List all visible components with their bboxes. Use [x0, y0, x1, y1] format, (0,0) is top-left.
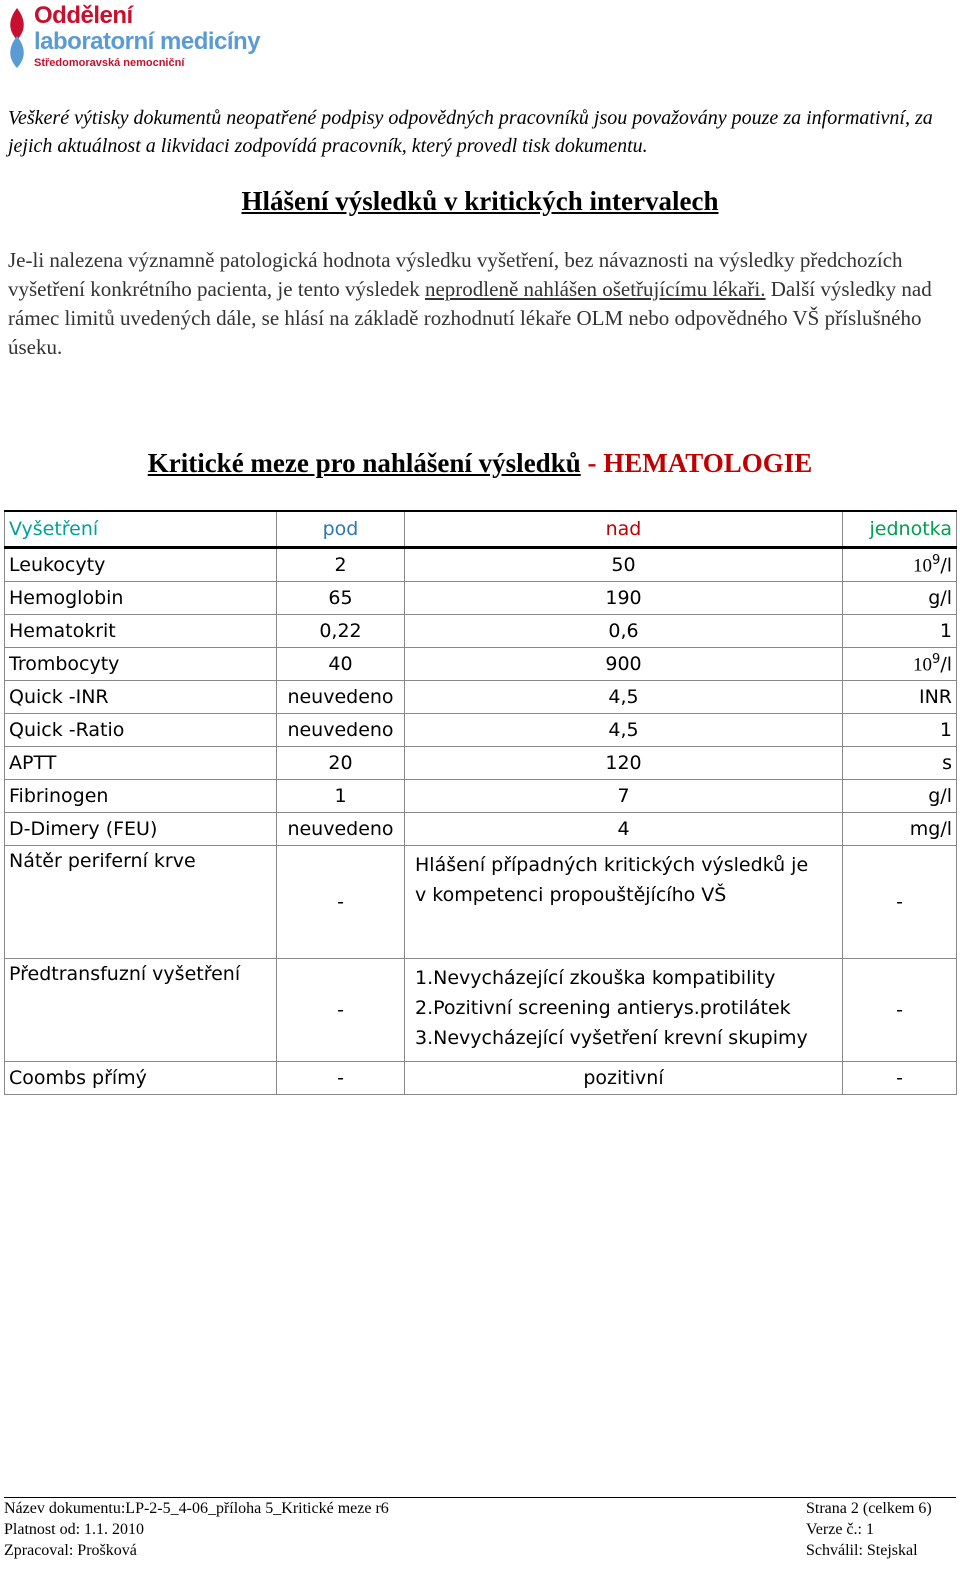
- cell-below: neuvedeno: [277, 681, 405, 714]
- cell-unit: [843, 548, 957, 582]
- cell-above: 190: [405, 582, 843, 615]
- header-above: nad: [405, 511, 843, 548]
- section-title-dash: -: [580, 448, 604, 478]
- table-row: [5, 648, 957, 681]
- section-title: [0, 448, 960, 479]
- table-row: [5, 548, 957, 582]
- table-row: [5, 747, 957, 780]
- footer-row: [4, 1498, 956, 1519]
- cell-below: neuvedeno: [277, 813, 405, 846]
- cell-test: D-Dimery (FEU): [5, 813, 277, 846]
- unit-base: 10: [913, 654, 933, 676]
- table-row: [5, 959, 957, 1062]
- table-row: [5, 1062, 957, 1095]
- cell-unit: 1: [843, 714, 957, 747]
- cell-test: Leukocyty: [5, 548, 277, 582]
- cell-above: 0,6: [405, 615, 843, 648]
- footer-doc-name: Název dokumentu:LP-2-5_4-06_příloha 5_Kritické meze r6: [4, 1500, 389, 1517]
- unit-exponent: 9: [932, 651, 941, 667]
- cell-test: Coombs přímý: [5, 1062, 277, 1095]
- cell-test: Nátěr periferní krve: [5, 846, 277, 959]
- table-header-row: [5, 511, 957, 548]
- section-title-text: Kritické meze pro nahlášení výsledků: [147, 448, 581, 478]
- cell-above: 900: [405, 648, 843, 681]
- header-test: Vyšetření: [5, 511, 277, 548]
- note-line: Hlášení případných kritických výsledků je: [415, 854, 809, 876]
- cell-unit: -: [843, 846, 957, 959]
- intro-text-1: Je-li nalezena významně patologická hodnota výsledku vyšetření, bez návaznosti na výsledky předchozích vyšetření konkrétního pacienta, je tento výsledek: [8, 248, 903, 301]
- cell-unit: [843, 648, 957, 681]
- footer-approved: Schválil: Stejskal: [806, 1542, 918, 1559]
- footer-valid-from: Platnost od: 1.1. 2010: [4, 1521, 145, 1538]
- cell-below: neuvedeno: [277, 714, 405, 747]
- table-row: [5, 714, 957, 747]
- logo: [4, 2, 264, 74]
- cell-above: pozitivní: [405, 1062, 843, 1095]
- intro-text-2: Další výsledky nad rámec limitů uvedených dále, se hlásí na základě rozhodnutí lékaře OLM nebo odpovědného VŠ příslušného úseku.: [8, 277, 932, 359]
- cell-below: 20: [277, 747, 405, 780]
- cell-above: 4: [405, 813, 843, 846]
- header-unit: jednotka: [843, 511, 957, 548]
- section-title-name: HEMATOLOGIE: [603, 448, 813, 478]
- footer: [4, 1497, 956, 1561]
- cell-below: 40: [277, 648, 405, 681]
- table-row: [5, 813, 957, 846]
- cell-unit: -: [843, 959, 957, 1062]
- table-row: [5, 846, 957, 959]
- cell-above: [405, 846, 843, 959]
- cell-unit: g/l: [843, 780, 957, 813]
- footer-row: [4, 1540, 956, 1561]
- note-line: 2.Pozitivní screening antierys.protilátek: [415, 997, 791, 1019]
- footer-version: Verze č.: 1: [806, 1521, 874, 1538]
- table-row: [5, 780, 957, 813]
- disclaimer: Veškeré výtisky dokumentů neopatřené podpisy odpovědných pracovníků jsou považovány pouze za informativní, za jejich aktuálnost a likvidaci zodpovídá pracovník, který provedl tisk dokumentu.: [8, 107, 933, 157]
- table-row: [5, 582, 957, 615]
- cell-above: 4,5: [405, 714, 843, 747]
- note-line: 1.Nevycházející zkouška kompatibility: [415, 967, 776, 989]
- header-below: pod: [277, 511, 405, 548]
- table-row: [5, 615, 957, 648]
- unit-rest: /l: [940, 653, 952, 676]
- cell-test: Trombocyty: [5, 648, 277, 681]
- cell-unit: 1: [843, 615, 957, 648]
- cell-below: -: [277, 846, 405, 959]
- cell-above: 120: [405, 747, 843, 780]
- unit-exponent: 9: [932, 552, 941, 568]
- cell-above: [405, 959, 843, 1062]
- cell-above: 4,5: [405, 681, 843, 714]
- cell-test: Předtransfuzní vyšetření: [5, 959, 277, 1062]
- critical-limits-table: [4, 510, 957, 1095]
- cell-above: 7: [405, 780, 843, 813]
- cell-unit: INR: [843, 681, 957, 714]
- logo-line-2: laboratorní medicíny: [34, 28, 261, 55]
- note-line: 3.Nevycházející vyšetření krevní skupimy: [415, 1027, 808, 1049]
- cell-test: Quick -Ratio: [5, 714, 277, 747]
- cell-test: Hematokrit: [5, 615, 277, 648]
- footer-page: Strana 2 (celkem 6): [806, 1500, 932, 1517]
- intro-paragraph: [8, 246, 953, 362]
- cell-below: 1: [277, 780, 405, 813]
- note-line: v kompetenci propouštějícího VŠ: [415, 884, 727, 906]
- cell-unit: g/l: [843, 582, 957, 615]
- cell-test: APTT: [5, 747, 277, 780]
- intro-underlined: neprodleně nahlášen ošetřujícímu lékaři.: [424, 277, 766, 301]
- cell-below: 0,22: [277, 615, 405, 648]
- unit-rest: /l: [940, 554, 952, 577]
- page-title: Hlášení výsledků v kritických intervalech: [241, 186, 719, 216]
- cell-unit: -: [843, 1062, 957, 1095]
- footer-author: Zpracoval: Prošková: [4, 1542, 137, 1559]
- cell-test: Fibrinogen: [5, 780, 277, 813]
- cell-test: Quick -INR: [5, 681, 277, 714]
- cell-test: Hemoglobin: [5, 582, 277, 615]
- cell-unit: mg/l: [843, 813, 957, 846]
- footer-row: [4, 1519, 956, 1540]
- cell-above: 50: [405, 548, 843, 582]
- cell-below: -: [277, 959, 405, 1062]
- logo-line-1: Oddělení: [34, 2, 133, 29]
- cell-unit: s: [843, 747, 957, 780]
- cell-below: 65: [277, 582, 405, 615]
- cell-below: -: [277, 1062, 405, 1095]
- cell-below: 2: [277, 548, 405, 582]
- table-row: [5, 681, 957, 714]
- logo-line-3: Středomoravská nemocniční: [34, 57, 185, 69]
- logo-mark-icon: [4, 6, 30, 70]
- unit-base: 10: [913, 555, 933, 577]
